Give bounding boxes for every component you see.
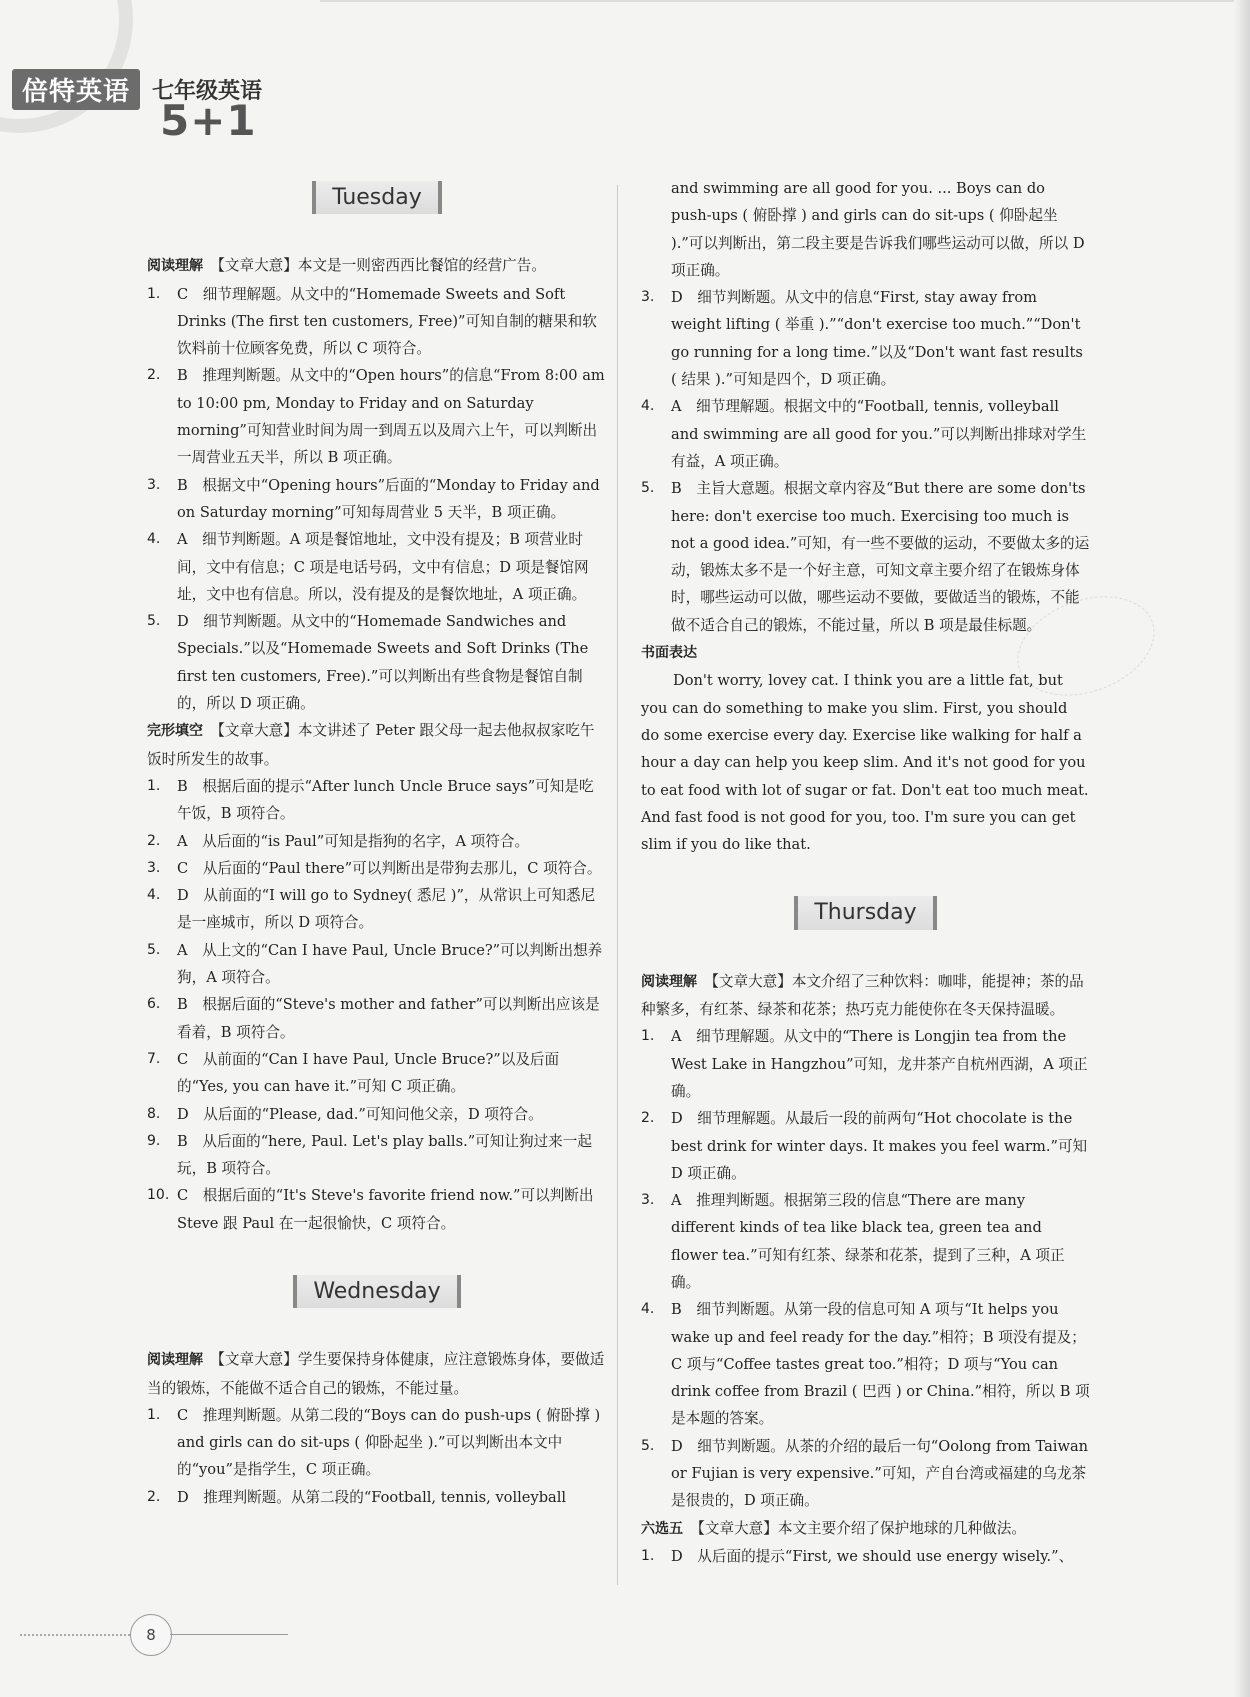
item-text: A 从上文的“Can I have Paul, Uncle Bruce?”可以判断出想养狗，A 项符合。 bbox=[177, 941, 603, 987]
section-summary: 【文章大意】本文介绍了三种饮料：咖啡，能提神；茶的品种繁多，有红茶、绿茶和花茶；热巧克力能使你在冬天保持温暖。 bbox=[641, 972, 1084, 1019]
item-number: 6. bbox=[147, 996, 161, 1013]
answer-item bbox=[147, 1046, 607, 1101]
item-number: 1. bbox=[641, 1028, 655, 1045]
answer-item bbox=[147, 1128, 607, 1183]
item-text: D 细节理解题。从最后一段的前两句“Hot chocolate is the best drink for winter days. It makes you feel warm.”可知 D 项正确。 bbox=[671, 1110, 1088, 1182]
item-text: B 根据文中“Opening hours”后面的“Monday to Friday and on Saturday morning”可知每周营业 5 天半，B 项正确。 bbox=[177, 476, 600, 521]
item-continuation: and swimming are all good for you. ... Boys can do push-ups ( 俯卧撑 ) and girls can do sit-ups ( 仰卧起坐 ).”可以判断出，第二段主要是告诉我们哪些运动可以做，所以 D 项正确。 bbox=[671, 180, 1085, 279]
item-number: 3. bbox=[147, 476, 161, 493]
item-number: 3. bbox=[147, 859, 161, 876]
day-heading bbox=[641, 896, 1090, 929]
item-number: 10. bbox=[147, 1187, 170, 1204]
section-heading: 阅读理解 bbox=[641, 973, 697, 990]
section-paragraph bbox=[147, 252, 607, 280]
answer-item bbox=[147, 281, 607, 363]
section-paragraph bbox=[641, 1515, 1090, 1543]
item-text: D 细节判断题。从茶的介绍的最后一句“Oolong from Taiwan or Fujian is very expensive.”可知，产自台湾或福建的乌龙茶是很贵的，D 项正确。 bbox=[671, 1437, 1089, 1510]
day-heading-label: Thursday bbox=[794, 896, 936, 929]
item-text: C 推理判断题。从第二段的“Boys can do push-ups ( 俯卧撑 ) and girls can do sit-ups ( 仰卧起坐 ).”可以判断出本文中的“you”是指学生，C 项正确。 bbox=[177, 1406, 601, 1479]
section-summary: 【文章大意】学生要保持身体健康，应注意锻炼身体，要做适当的锻炼，不能做不适合自己的锻炼，不能过量。 bbox=[147, 1351, 605, 1397]
section-summary: 【文章大意】本文是一则密西西比餐馆的经营广告。 bbox=[217, 257, 546, 275]
footer-line bbox=[170, 1634, 288, 1635]
section-heading: 六选五 bbox=[641, 1520, 683, 1537]
answer-item bbox=[641, 393, 1090, 475]
item-text: B 细节判断题。从第一段的信息可知 A 项与“It helps you wake up and feel ready for the day.”相符；B 项没有提及；C 项与“Coffee tastes great too.”相符；D 项与“You can drink coffee from Brazil ( 巴西 ) or China.”相符，所以 B 项是本题的答案。 bbox=[671, 1301, 1090, 1428]
item-text: D 从后面的“Please, dad.”可知问他父亲，D 项符合。 bbox=[177, 1105, 543, 1123]
answer-item bbox=[641, 1433, 1090, 1515]
item-number: 2. bbox=[147, 367, 161, 384]
right-column bbox=[641, 175, 1090, 1570]
writing-sample: Don't worry, lovey cat. I think you are a little fat, but you can do something to make you slim. First, you should do some exercise every day. Exercise like walking for half a hour a day can help you keep slim. And it's not good for you to eat food with lot of sugar or fat. Don't eat too much meat. And fast food is not good for you, too. I'm sure you can get slim if you do like that. bbox=[641, 672, 1089, 854]
item-text: D 细节判断题。从文中的信息“First, stay away from weight lifting ( 举重 ).”“don't exercise too much.”“Don't go running for a long time.”以及“Don't want fast results ( 结果 ).”可知是四个，D 项正确。 bbox=[671, 289, 1083, 389]
answer-item bbox=[147, 991, 607, 1046]
section-paragraph bbox=[147, 717, 607, 773]
answer-item bbox=[147, 1101, 607, 1128]
item-text: D 从后面的提示“First, we should use energy wisely.”、 bbox=[671, 1547, 1074, 1565]
scan-edge-shadow bbox=[1234, 0, 1250, 1697]
item-text: B 主旨大意题。根据文章内容及“But there are some don'ts here: don't exercise too much. Exercising too much is not a good idea.”可知，有一些不要做的运动，不要做太多的运动，锻炼太多不是一个好主意，可知文章主要介绍了在锻炼身体时，哪些运动可以做，哪些运动不要做，要做适当的锻炼，不能做不适合自己的锻炼，不能过量，所以 B 项是最佳标题。 bbox=[671, 480, 1090, 634]
page-number: 8 bbox=[130, 1614, 172, 1656]
item-number: 3. bbox=[641, 1192, 655, 1209]
item-text: D 从前面的“I will go to Sydney( 悉尼 )”，从常识上可知悉尼是一座城市，所以 D 项符合。 bbox=[177, 887, 596, 932]
column-divider bbox=[617, 185, 618, 1585]
day-heading-label: Tuesday bbox=[312, 181, 442, 214]
item-number: 1. bbox=[147, 1406, 161, 1423]
answer-item bbox=[147, 472, 607, 527]
answer-item bbox=[641, 475, 1090, 639]
answer-item bbox=[147, 608, 607, 717]
answer-item bbox=[147, 1402, 607, 1484]
answer-item bbox=[147, 1182, 607, 1237]
page-footer bbox=[20, 1610, 270, 1650]
item-number: 4. bbox=[147, 531, 161, 548]
item-number: 2. bbox=[147, 1488, 161, 1505]
footer-dotted-line bbox=[20, 1634, 130, 1636]
top-rule bbox=[320, 0, 1250, 2]
item-text: B 根据后面的提示“After lunch Uncle Bruce says”可知是吃午饭，B 项符合。 bbox=[177, 777, 594, 823]
answer-item bbox=[641, 1187, 1090, 1296]
item-number: 1. bbox=[641, 1547, 655, 1564]
item-text: A 细节理解题。从文中的“There is Longjin tea from the West Lake in Hangzhou”可知，龙井茶产自杭州西湖，A 项正确。 bbox=[671, 1028, 1088, 1100]
answer-item bbox=[147, 1484, 607, 1511]
item-text: D 推理判断题。从第二段的“Football, tennis, volleyball bbox=[177, 1488, 567, 1506]
item-text: B 从后面的“here, Paul. Let's play balls.”可知让狗过来一起玩，B 项符合。 bbox=[177, 1132, 592, 1178]
answer-item bbox=[147, 937, 607, 992]
answer-item bbox=[641, 1296, 1090, 1432]
answer-item bbox=[147, 362, 607, 471]
item-number: 5. bbox=[147, 613, 161, 630]
corner-decoration bbox=[0, 0, 133, 133]
item-text: A 细节理解题。根据文中的“Football, tennis, volleyball and swimming are all good for you.”可以判断出排球对学生有益，A 项正确。 bbox=[671, 398, 1087, 470]
item-text: B 推理判断题。从文中的“Open hours”的信息“From 8:00 am to 10:00 pm, Monday to Friday and on Saturday morning”可知营业时间为周一到周五以及周六上午，可以判断出一周营业五天半，所以 B 项正确。 bbox=[177, 367, 605, 467]
item-text: C 从前面的“Can I have Paul, Uncle Bruce?”以及后面的“Yes, you can have it.”可知 C 项正确。 bbox=[177, 1050, 560, 1096]
answer-item bbox=[641, 1105, 1090, 1187]
item-number: 4. bbox=[641, 1301, 655, 1318]
day-heading-label: Wednesday bbox=[293, 1275, 460, 1308]
answer-item bbox=[147, 526, 607, 608]
day-heading bbox=[147, 181, 607, 214]
item-number: 1. bbox=[147, 285, 161, 302]
item-text: A 细节判断题。A 项是餐馆地址，文中没有提及；B 项营业时间，文中有信息；C 项是电话号码，文中有信息；D 项是餐馆网址，文中也有信息。所以，没有提及的是餐饮地址，A 项正确。 bbox=[177, 531, 589, 603]
series-logo: 5+1 bbox=[160, 96, 257, 145]
item-number: 8. bbox=[147, 1105, 161, 1122]
answer-item bbox=[641, 1023, 1090, 1105]
item-number: 5. bbox=[641, 480, 655, 497]
section-summary: 【文章大意】本文主要介绍了保护地球的几种做法。 bbox=[697, 1519, 1026, 1537]
item-text: A 推理判断题。根据第三段的信息“There are many different kinds of tea like black tea, green tea and flower tea.”可知有红茶、绿茶和花茶，提到了三种，A 项正确。 bbox=[671, 1192, 1065, 1291]
item-text: A 从后面的“is Paul”可知是指狗的名字，A 项符合。 bbox=[177, 832, 530, 850]
item-number: 3. bbox=[641, 289, 655, 306]
item-text: D 细节判断题。从文中的“Homemade Sandwiches and Specials.”以及“Homemade Sweets and Soft Drinks (The first ten customers, Free).”可以判断出有些食物是餐馆自制的，所以 D 项正确。 bbox=[177, 613, 589, 713]
grade-title: 七年级英语 bbox=[152, 78, 263, 104]
item-number: 2. bbox=[641, 1110, 655, 1127]
answer-item bbox=[147, 828, 607, 855]
day-heading bbox=[147, 1275, 607, 1308]
left-column bbox=[147, 175, 607, 1511]
item-text: C 从后面的“Paul there”可以判断出是带狗去那儿，C 项符合。 bbox=[177, 859, 602, 877]
item-text: C 细节理解题。从文中的“Homemade Sweets and Soft Drinks (The first ten customers, Free)”可知自制的糖果和软饮料前十位顾客免费，所以 C 项符合。 bbox=[177, 285, 597, 358]
item-number: 9. bbox=[147, 1132, 161, 1149]
section-paragraph bbox=[641, 968, 1090, 1024]
item-number: 7. bbox=[147, 1050, 161, 1067]
section-heading: 书面表达 bbox=[641, 645, 697, 662]
section-heading: 阅读理解 bbox=[147, 1352, 203, 1369]
answer-item bbox=[641, 1543, 1090, 1570]
section-heading: 阅读理解 bbox=[147, 258, 203, 275]
answer-item bbox=[147, 855, 607, 882]
item-text: B 根据后面的“Steve's mother and father”可以判断出应该是看着，B 项符合。 bbox=[177, 996, 600, 1041]
item-text: C 根据后面的“It's Steve's favorite friend now.”可以判断出 Steve 跟 Paul 在一起很愉快，C 项符合。 bbox=[177, 1187, 594, 1232]
item-number: 4. bbox=[641, 398, 655, 415]
section-summary: 【文章大意】本文讲述了 Peter 跟父母一起去他叔叔家吃午饭时所发生的故事。 bbox=[147, 722, 595, 768]
answer-item bbox=[641, 284, 1090, 393]
item-number: 4. bbox=[147, 887, 161, 904]
item-number: 5. bbox=[641, 1437, 655, 1454]
item-number: 2. bbox=[147, 832, 161, 849]
brand-logo: 倍特英语 bbox=[12, 69, 140, 110]
answer-item bbox=[147, 882, 607, 937]
answer-item bbox=[147, 773, 607, 828]
section-heading: 完形填空 bbox=[147, 723, 203, 740]
item-number: 1. bbox=[147, 777, 161, 794]
section-paragraph bbox=[147, 1346, 607, 1402]
item-number: 5. bbox=[147, 941, 161, 958]
